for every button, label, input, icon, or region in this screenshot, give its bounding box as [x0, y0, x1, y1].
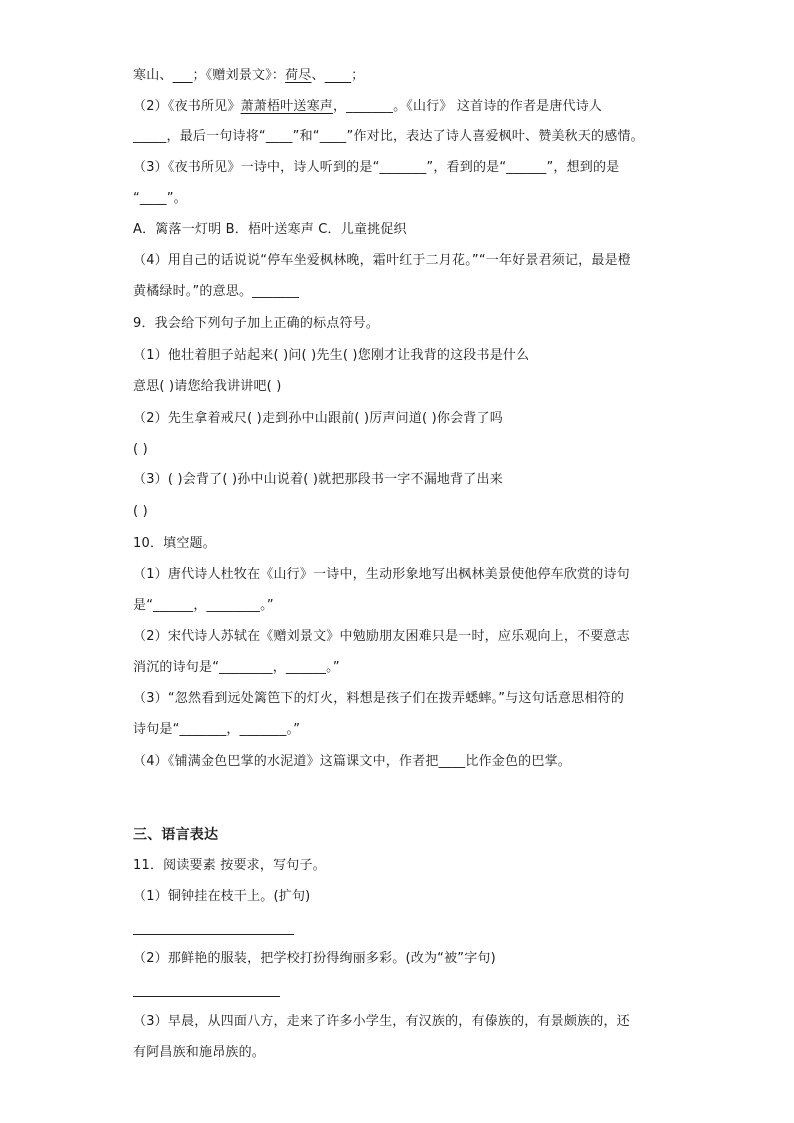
line-2: （2）《夜书所见》萧萧梧叶送寒声，_______。《山行》 这首诗的作者是唐代诗人 — [133, 99, 603, 114]
line-29: 有阿昌族和施昂族的。 — [133, 1045, 266, 1060]
line-18: 是“______，________。” — [133, 598, 274, 613]
line-8: 黄橘绿时。”的意思。_______ — [133, 284, 300, 299]
question-11-title: 11．阅读要素 按要求，写句子。 — [133, 858, 326, 873]
line-3: _____，最后一句诗将“____”和“____”作对比，表达了诗人喜爱枫叶、赞美秋天的感情。 — [133, 129, 644, 144]
question-9-title: 9．我会给下列句子加上正确的标点符号。 — [133, 316, 380, 331]
line-28: （3）早晨，从四面八方，走来了许多小学生，有汉族的，有傣族的，有景颇族的，还 — [133, 1014, 630, 1029]
line-4: （3）《夜书所见》一诗中，诗人听到的是“_______”，看到的是“______”，想到的是 — [133, 160, 620, 175]
line-20: 消沉的诗句是“________，______。” — [133, 660, 340, 675]
line-23: （4）《铺满金色巴掌的水泥道》这篇课文中，作者把____比作金色的巴掌。 — [133, 754, 571, 769]
line-10: （1）他壮着胆子站起来( )问( )先生( )您刚才让我背的这段书是什么 — [133, 348, 530, 363]
line-15: ( ) — [133, 504, 148, 519]
line-11: 意思( )请您给我讲讲吧( ) — [133, 379, 282, 394]
question-10-title: 10．填空题。 — [133, 536, 216, 551]
line-26: （1）铜钟挂在枝干上。(扩句) — [133, 889, 311, 904]
line-1: 寒山、 ；《赠刘景文》：荷尽、 ； — [133, 68, 365, 83]
line-17: （1）唐代诗人杜牧在《山行》一诗中，生动形象地写出枫林美景使他停车欣赏的诗句 — [133, 567, 630, 582]
line-13: ( ) — [133, 442, 148, 457]
line-21: （3）“忽然看到远处篱笆下的灯火，料想是孩子们在拨弄蟋蟀。”与这句话意思相符的 — [133, 691, 625, 706]
section-heading: 三、语言表达 — [133, 827, 219, 843]
line-14: （3）( )会背了( )孙中山说着( )就把那段书一字不漏地背了出来 — [133, 472, 503, 487]
line-27: （2）那鲜艳的服装，把学校打扮得绚丽多彩。(改为“被”字句) — [133, 951, 496, 966]
line-22: 诗句是“_______，_______。” — [133, 722, 301, 737]
answer-line-2[interactable] — [133, 996, 280, 997]
line-19: （2）宋代诗人苏轼在《赠刘景文》中勉励朋友困难只是一时，应乐观向上，不要意志 — [133, 629, 630, 644]
line-12: （2）先生拿着戒尺( )走到孙中山跟前( )厉声问道( )你会背了吗 — [133, 411, 503, 426]
line-5: “____”。 — [133, 191, 187, 206]
line-7: （4）用自己的话说说“停车坐爱枫林晚，霜叶红于二月花。”“一年好景君须记，最是橙 — [133, 253, 631, 268]
answer-line-1[interactable] — [133, 934, 294, 935]
options-line: A．篱落一灯明 B．梧叶送寒声 C．儿童挑促织 — [133, 222, 407, 237]
